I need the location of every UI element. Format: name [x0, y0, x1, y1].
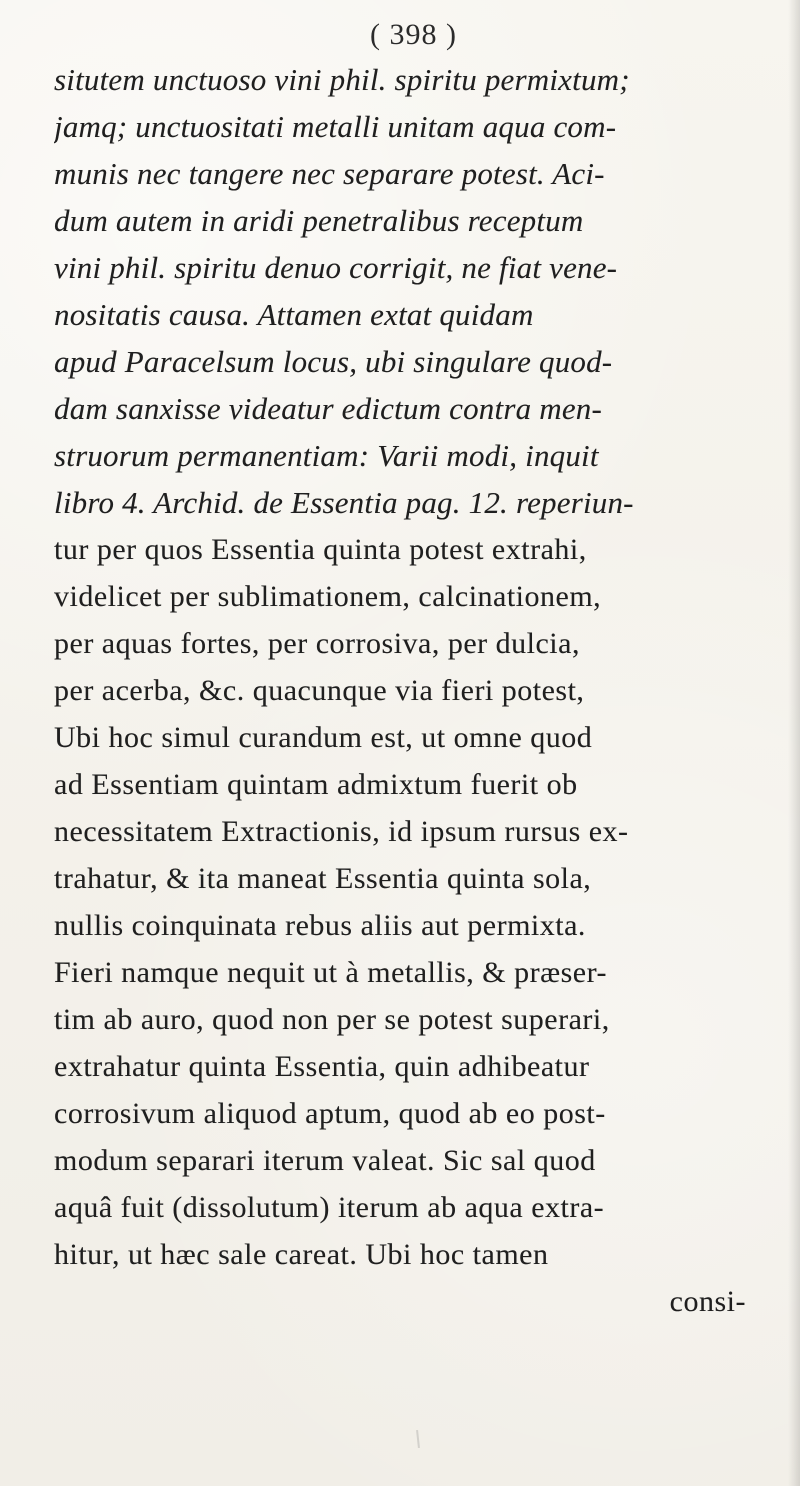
- text-line: extrahatur quinta Essentia, quin adhibeatur: [54, 1050, 590, 1083]
- text-line: trahatur, & ita maneat Essentia quinta sola,: [54, 862, 592, 895]
- text-line: Fieri namque nequit ut à metallis, & præser-: [54, 956, 607, 989]
- text-line: per acerba, &c. quacunque via fieri potest,: [54, 674, 585, 707]
- text-line: struorum permanentiam: Varii modi, inquit: [54, 438, 599, 473]
- main-text-block: [54, 56, 764, 1325]
- catchword-line: consi-: [669, 1285, 746, 1318]
- text-line: aquâ fuit (dissolutum) iterum ab aqua extra-: [54, 1191, 605, 1224]
- text-line: libro 4. Archid. de Essentia pag. 12. reperiun-: [54, 485, 634, 520]
- text-line: ad Essentiam quintam admixtum fuerit ob: [54, 768, 578, 801]
- text-line: situtem unctuoso vini phil. spiritu permixtum;: [54, 62, 630, 97]
- print-mark: [416, 1430, 420, 1448]
- text-line: hitur, ut hæc sale careat. Ubi hoc tamen: [54, 1238, 549, 1271]
- text-line: dum autem in aridi penetralibus receptum: [54, 203, 584, 238]
- text-line: per aquas fortes, per corrosiva, per dulcia,: [54, 627, 580, 660]
- text-line: apud Paracelsum locus, ubi singulare quod-: [54, 344, 613, 379]
- text-line: Ubi hoc simul curandum est, ut omne quod: [54, 721, 593, 754]
- text-line: nullis coinquinata rebus aliis aut permixta.: [54, 909, 586, 942]
- text-line: jamq; unctuositati metalli unitam aqua com-: [54, 109, 617, 144]
- text-line: corrosivum aliquod aptum, quod ab eo post-: [54, 1097, 606, 1130]
- text-line: videlicet per sublimationem, calcinationem,: [54, 580, 602, 613]
- text-line: vini phil. spiritu denuo corrigit, ne fiat vene-: [54, 250, 618, 285]
- text-line: dam sanxisse videatur edictum contra men-: [54, 391, 603, 426]
- page-number: ( 398 ): [370, 18, 457, 51]
- text-line: modum separari iterum valeat. Sic sal quod: [54, 1144, 596, 1177]
- page-edge-shadow: [788, 0, 800, 1486]
- text-line: tur per quos Essentia quinta potest extrahi,: [54, 533, 587, 566]
- text-line: necessitatem Extractionis, id ipsum rursus ex-: [54, 815, 629, 848]
- text-line: munis nec tangere nec separare potest. Aci-: [54, 156, 605, 191]
- text-line: tim ab auro, quod non per se potest superari,: [54, 1003, 610, 1036]
- text-line: nositatis causa. Attamen extat quidam: [54, 297, 534, 332]
